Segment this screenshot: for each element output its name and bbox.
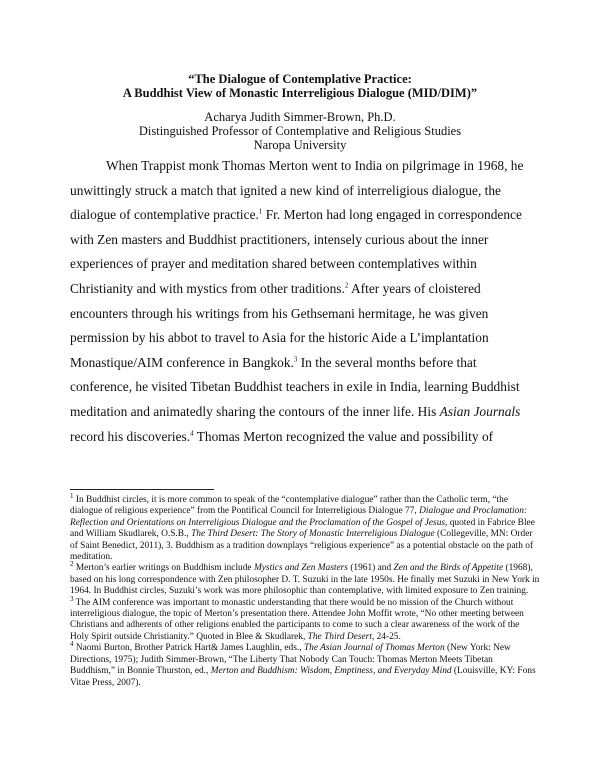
footnote-text: (1961) and [347,563,394,574]
title-line-1: “The Dialogue of Contemplative Practice: [188,72,412,86]
footnote-italic: Merton and Buddhism: Wisdom, Emptiness, and Everyday Mind [210,666,452,677]
footnote-text: , 24-25. [371,631,401,642]
body-sentence: record his discoveries. [70,428,191,444]
footnote-text: (Louisville, KY: Fons Vitae Press, 2007). [70,666,536,688]
footnote-number: 1 [70,491,74,500]
body-sentence: In the several months before that conference, he visited Tibetan Buddhist teachers in exile in India, learning Buddhist meditation and animatedly sharing the contours of the inner life. His [70,354,520,419]
footnote-text: Merton’s earlier writings on Buddhism include [73,563,254,574]
footnote-3 [70,594,540,644]
footnote-text: The AIM conference was important to monastic understanding that there would be no mission of the Church without interreligious dialogue, the topic of Merton’s presentation there. Attendee John Moffit wrote, “No other meeting between Christians and adherents of other religions enabled the participants to come to such a clear awareness of the work of the Holy Spirit outside Christianity.” Quoted in Blee & Skudlarek, [70,597,524,642]
body-sentence: When Trappist monk Thomas Merton went to India on pilgrimage in 1968, he unwittingly struck a match that ignited a new kind of interreligious dialogue, the dialogue of contemplative practice. [70,158,524,223]
footnote-text: , quoted in Fabrice Blee and William Skudlarek, O.S.B., [70,517,535,540]
footnote-number: 2 [70,560,74,569]
footnote-2 [70,560,540,597]
author-institution: Naropa University [253,138,347,152]
footnote-italic: The Asian Journal of Thomas Merton [303,643,445,654]
body-sentence: After years of cloistered encounters through his writings from his Gethsemani hermitage, he was given permission by his abbot to travel to Asia for the historic Aide a L’implantation Monastique/AIM conference in Bangkok. [70,280,489,370]
footnote-ref-1[interactable]: 1 [258,207,263,216]
paper-title [60,72,540,100]
footnote-text: (1968), based on his long correspondence with Zen philosopher D. T. Suzuki in the late 1950s. He finally met Suzuki in New York in 1964. In Buddhist circles, Suzuki’s work was more philosophic than contemplative, with limited exposure to Zen training. [70,563,540,597]
body-paragraph [70,154,540,449]
footnote-4 [70,640,540,689]
footnote-divider [70,489,214,490]
body-sentence: Fr. Merton had long engaged in correspondence with Zen masters and Buddhist practitioners, intensely curious about the inner experiences of prayer and meditation shared between contemplatives within Christianity and with mystics from other traditions. [70,207,522,296]
footnote-italic: The Third Desert [307,631,372,642]
footnote-1 [70,491,540,563]
footnote-italic: The Third Desert: The Story of Monastic Interreligious Dialogue [191,529,435,540]
title-line-2: A Buddhist View of Monastic Interreligious Dialogue (MID/DIM)” [122,86,478,100]
footnote-text: In Buddhist circles, it is more common to speak of the “contemplative dialogue” rather than the Catholic term, “the dialogue of religious experience” from the Pontifical Council for Interreligious Dialogue 77, [70,495,509,517]
italic-title: Asian Journals [439,403,521,419]
footnotes [70,491,540,689]
footnote-ref-3[interactable]: 3 [293,355,298,364]
footnote-text: (New York: New Directions, 1975); Judith Simmer-Brown, “The Liberty That Nobody Can Touch: Thomas Merton Meets Tibetan Buddhism,” in Bonnie Thurston, ed., [70,643,511,677]
author-name: Acharya Judith Simmer-Brown, Ph.D. [204,110,396,124]
author-position: Distinguished Professor of Contemplative and Religious Studies [138,124,462,138]
footnote-text: (Collegeville, MN: Order of Saint Benedict, 2011), 3. Buddhism as a tradition downplays “religious experience” as a potential obstacle on the path of meditation. [70,529,534,563]
footnote-italic: Mystics and Zen Masters [253,563,348,574]
body-sentence: Thomas Merton recognized the value and possibility of [193,428,494,444]
footnote-ref-4[interactable]: 4 [190,429,194,438]
footnote-number: 4 [70,640,74,649]
footnote-ref-2[interactable]: 2 [344,281,349,290]
footnote-number: 3 [70,594,74,603]
footnote-text: Naomi Burton, Brother Patrick Hart& James Laughlin, eds., [73,643,304,654]
footnote-italic: Dialogue and Proclamation: Reflection and Orientations on Interreligious Dialogue and the Proclamation of the Gospel of Jesus [70,506,528,528]
author-block [60,110,540,152]
footnote-italic: Zen and the Birds of Appetite [393,563,504,574]
